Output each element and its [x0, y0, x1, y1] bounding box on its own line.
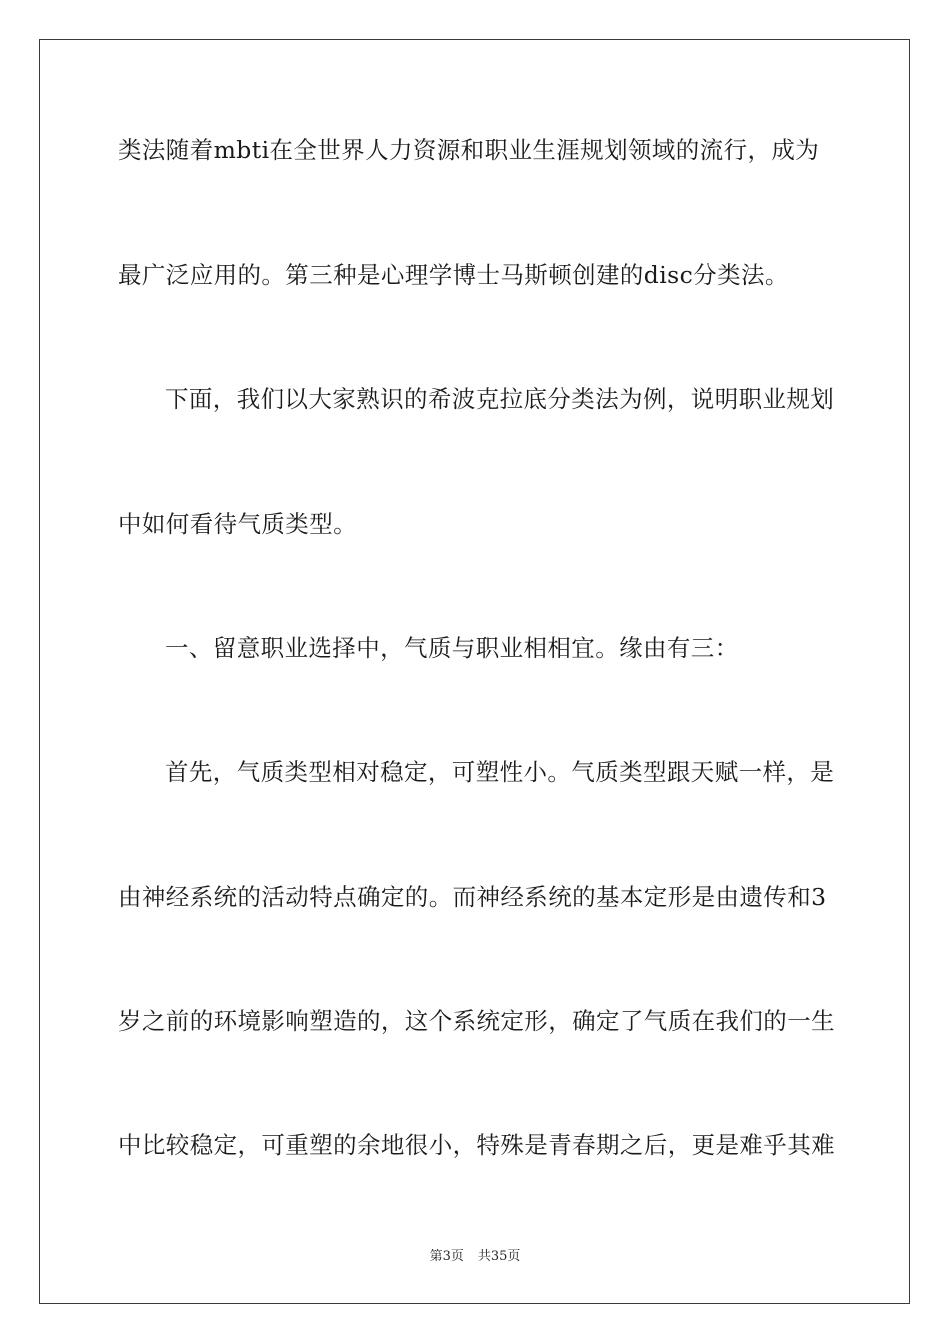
- paragraph-line: 岁之前的环境影响塑造的，这个系统定形，确定了气质在我们的一生: [118, 1007, 835, 1035]
- paragraph-line: 中比较稳定，可重塑的余地很小，特殊是青春期之后，更是难乎其难: [118, 1131, 835, 1159]
- paragraph-line: 中如何看待气质类型。: [118, 510, 357, 538]
- paragraph-line: 一、留意职业选择中，气质与职业相相宜。缘由有三：: [165, 634, 739, 662]
- paragraph-line: 最广泛应用的。第三种是心理学博士马斯顿创建的disc分类法。: [118, 261, 789, 289]
- page-total: 共35页: [477, 1249, 521, 1264]
- paragraph-line: 类法随着mbti在全世界人力资源和职业生涯规划领域的流行，成为: [118, 136, 820, 164]
- page-border: [39, 39, 910, 1304]
- page-number: 第3页: [429, 1249, 464, 1264]
- paragraph-line: 首先，气质类型相对稳定，可塑性小。气质类型跟天赋一样，是: [165, 758, 835, 786]
- page-footer: [0, 1248, 950, 1266]
- paragraph-line: 下面，我们以大家熟识的希波克拉底分类法为例，说明职业规划: [165, 385, 835, 413]
- paragraph-line: 由神经系统的活动特点确定的。而神经系统的基本定形是由遗传和3: [118, 883, 827, 911]
